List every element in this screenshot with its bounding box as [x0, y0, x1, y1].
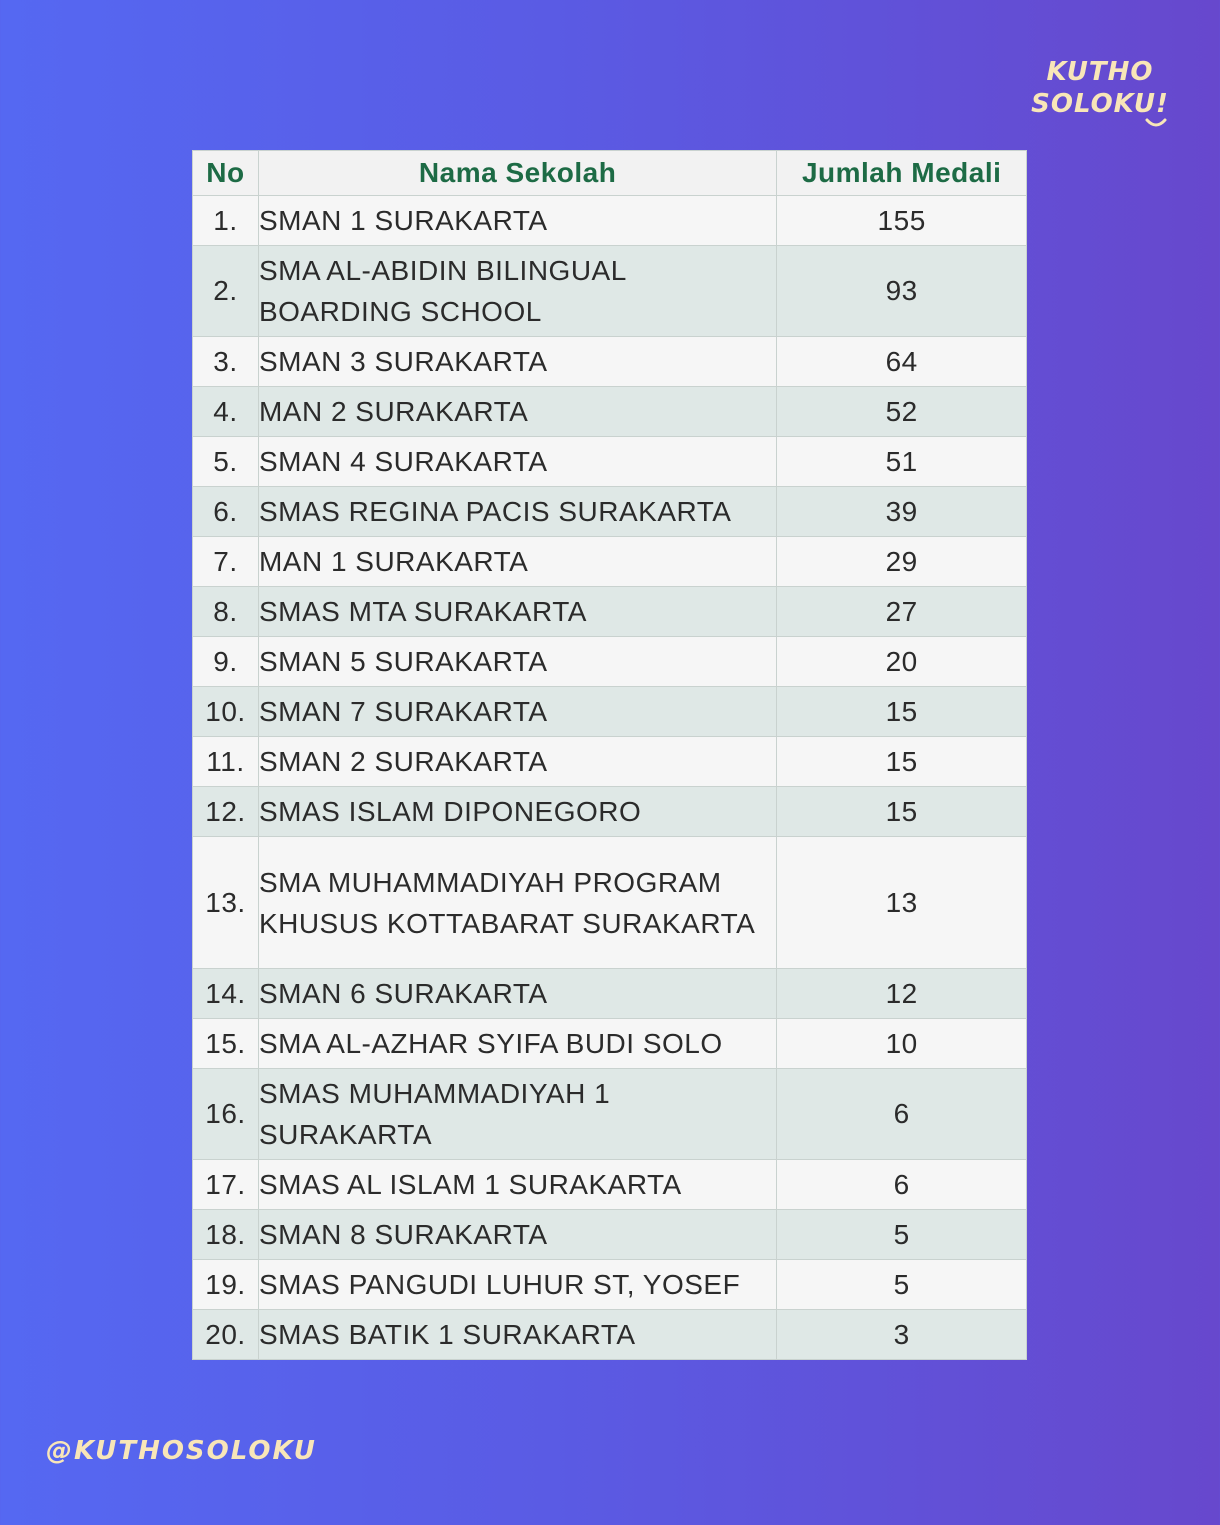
rank-cell: 15.: [193, 1019, 259, 1069]
rank-cell: 13.: [193, 837, 259, 969]
table-row: [193, 1019, 1027, 1069]
header-no: No: [193, 151, 259, 196]
school-name-cell: SMA MUHAMMADIYAH PROGRAM KHUSUS KOTTABARAT SURAKARTA: [258, 837, 776, 969]
medal-count-cell: 93: [777, 246, 1027, 337]
medal-count-cell: 155: [777, 196, 1027, 246]
table-row: [193, 969, 1027, 1019]
social-handle: @KUTHOSOLOKU: [46, 1436, 317, 1466]
medal-count-cell: 12: [777, 969, 1027, 1019]
rank-cell: 4.: [193, 387, 259, 437]
rank-cell: 3.: [193, 337, 259, 387]
rank-cell: 5.: [193, 437, 259, 487]
medal-count-cell: 3: [777, 1310, 1027, 1360]
table-row: [193, 837, 1027, 969]
medal-count-cell: 10: [777, 1019, 1027, 1069]
medal-count-cell: 64: [777, 337, 1027, 387]
medal-count-cell: 20: [777, 637, 1027, 687]
medal-count-cell: 29: [777, 537, 1027, 587]
medal-count-cell: 5: [777, 1260, 1027, 1310]
rank-cell: 12.: [193, 787, 259, 837]
table-row: [193, 1160, 1027, 1210]
table-row: [193, 196, 1027, 246]
header-medal-count: Jumlah Medali: [777, 151, 1027, 196]
table-row: [193, 587, 1027, 637]
rank-cell: 10.: [193, 687, 259, 737]
school-name-cell: SMAN 3 SURAKARTA: [258, 337, 776, 387]
school-name-cell: SMAS PANGUDI LUHUR ST, YOSEF: [258, 1260, 776, 1310]
header-school-name: Nama Sekolah: [258, 151, 776, 196]
logo-line-2: SOLOKU!: [1031, 89, 1169, 119]
medal-count-cell: 15: [777, 687, 1027, 737]
school-name-cell: MAN 2 SURAKARTA: [258, 387, 776, 437]
medal-count-cell: 13: [777, 837, 1027, 969]
table-row: [193, 437, 1027, 487]
table-row: [193, 1069, 1027, 1160]
school-name-cell: SMAN 8 SURAKARTA: [258, 1210, 776, 1260]
brand-logo: [1030, 56, 1170, 120]
school-name-cell: SMAS MTA SURAKARTA: [258, 587, 776, 637]
school-name-cell: SMAS AL ISLAM 1 SURAKARTA: [258, 1160, 776, 1210]
rank-cell: 9.: [193, 637, 259, 687]
school-name-cell: SMAN 4 SURAKARTA: [258, 437, 776, 487]
school-name-cell: SMA AL-AZHAR SYIFA BUDI SOLO: [258, 1019, 776, 1069]
smile-icon: [1086, 118, 1220, 128]
school-name-cell: SMA AL-ABIDIN BILINGUAL BOARDING SCHOOL: [258, 246, 776, 337]
table-body: [193, 196, 1027, 1360]
school-name-cell: SMAS REGINA PACIS SURAKARTA: [258, 487, 776, 537]
school-name-cell: SMAN 5 SURAKARTA: [258, 637, 776, 687]
school-name-cell: SMAS ISLAM DIPONEGORO: [258, 787, 776, 837]
school-name-cell: SMAN 6 SURAKARTA: [258, 969, 776, 1019]
table-header-row: [193, 151, 1027, 196]
table-row: [193, 787, 1027, 837]
rank-cell: 8.: [193, 587, 259, 637]
table-row: [193, 337, 1027, 387]
medal-count-cell: 27: [777, 587, 1027, 637]
rank-cell: 17.: [193, 1160, 259, 1210]
school-name-cell: SMAS BATIK 1 SURAKARTA: [258, 1310, 776, 1360]
rank-cell: 7.: [193, 537, 259, 587]
medal-count-cell: 6: [777, 1160, 1027, 1210]
table-row: [193, 487, 1027, 537]
school-name-cell: SMAN 7 SURAKARTA: [258, 687, 776, 737]
rank-cell: 11.: [193, 737, 259, 787]
table-row: [193, 537, 1027, 587]
medal-count-cell: 6: [777, 1069, 1027, 1160]
school-name-cell: MAN 1 SURAKARTA: [258, 537, 776, 587]
table-row: [193, 1310, 1027, 1360]
rank-cell: 14.: [193, 969, 259, 1019]
medal-count-cell: 15: [777, 737, 1027, 787]
school-name-cell: SMAN 2 SURAKARTA: [258, 737, 776, 787]
rank-cell: 16.: [193, 1069, 259, 1160]
rank-cell: 6.: [193, 487, 259, 537]
medal-ranking-table: [192, 150, 1027, 1360]
table-row: [193, 246, 1027, 337]
rank-cell: 2.: [193, 246, 259, 337]
medal-count-cell: 5: [777, 1210, 1027, 1260]
medal-count-cell: 15: [777, 787, 1027, 837]
medal-count-cell: 52: [777, 387, 1027, 437]
table-row: [193, 687, 1027, 737]
table-row: [193, 1260, 1027, 1310]
medal-count-cell: 39: [777, 487, 1027, 537]
rank-cell: 19.: [193, 1260, 259, 1310]
medal-count-cell: 51: [777, 437, 1027, 487]
table-row: [193, 1210, 1027, 1260]
table-row: [193, 387, 1027, 437]
logo-line-1: KUTHO: [1046, 57, 1154, 87]
rank-cell: 20.: [193, 1310, 259, 1360]
school-name-cell: SMAS MUHAMMADIYAH 1 SURAKARTA: [258, 1069, 776, 1160]
rank-cell: 18.: [193, 1210, 259, 1260]
table-row: [193, 737, 1027, 787]
school-name-cell: SMAN 1 SURAKARTA: [258, 196, 776, 246]
rank-cell: 1.: [193, 196, 259, 246]
table-row: [193, 637, 1027, 687]
